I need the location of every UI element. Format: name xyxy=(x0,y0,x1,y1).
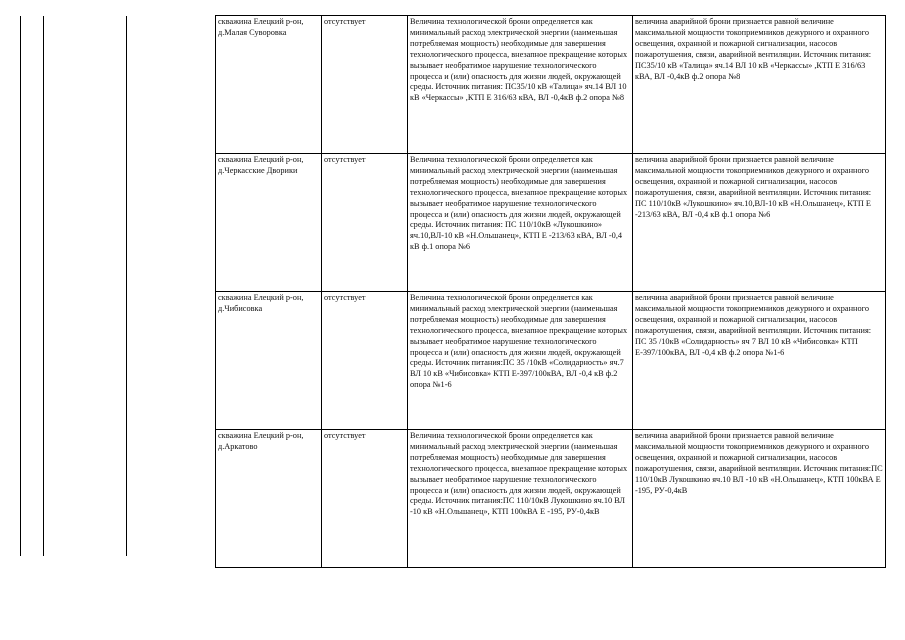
left-border-line-1 xyxy=(20,16,21,556)
status-cell: отсутствует xyxy=(322,154,408,292)
tech-reserve-cell: Величина технологической брони определяется как минимальный расход электрической энергии (наименьшая потребляемая мощность) необходимые для завершения технологического процесса, внезапное прекращение которых вызывает необратимое нарушение технологического процесса и (или) опасность для жизни людей, окружающей среды. Источник питания: ПС35/10 кВ «Талица» яч.14 ВЛ 10 кВ «Черкассы» ,КТП Е 316/63 кВА, ВЛ -0,4кВ ф.2 опора №8 xyxy=(408,16,633,154)
left-border-line-3 xyxy=(126,16,127,556)
tech-reserve-cell: Величина технологической брони определяется как минимальный расход электрической энергии (наименьшая потребляемая мощность) необходимые для завершения технологического процесса, внезапное прекращение которых вызывает необратимое нарушение технологического процесса и (или) опасность для жизни людей, окружающей среды. Источник питания:ПС 110/10кВ Лукошкино яч.10 ВЛ -10 кВ «Н.Ольшанец», КТП 100кВА Е -195, РУ-0,4кВ xyxy=(408,430,633,568)
status-cell: отсутствует xyxy=(322,16,408,154)
table-row xyxy=(216,16,886,154)
table-row xyxy=(216,292,886,430)
emergency-reserve-cell: величина аварийной брони признается равной величине максимальной мощности токоприемников дежурного и охранного освещения, охранной и пожарной сигнализации, насосов пожаротушения, связи, аварийной вентиляции. Источник питания: ПС 35 /10кВ «Солидарность» яч 7 ВЛ 10 кВ «Чибисовка» КТП Е-397/100кВА, ВЛ -0,4 кВ ф.2 опора №1-6 xyxy=(633,292,886,430)
status-cell: отсутствует xyxy=(322,430,408,568)
table-row xyxy=(216,154,886,292)
tech-reserve-cell: Величина технологической брони определяется как минимальный расход электрической энергии (наименьшая потребляемая мощность) необходимые для завершения технологического процесса, внезапное прекращение которых вызывает необратимое нарушение технологического процесса и (или) опасность для жизни людей, окружающей среды. Источник питания: ПС 110/10кВ «Лукошкино» яч.10,ВЛ-10 кВ «Н.Ольшанец», КТП Е -213/63 кВА, ВЛ -0,4 кВ ф.1 опора №6 xyxy=(408,154,633,292)
reserve-table xyxy=(215,15,886,568)
emergency-reserve-cell: величина аварийной брони признается равной величине максимальной мощности токоприемников дежурного и охранного освещения, охранной и пожарной сигнализации, насосов пожаротушения, связи, аварийной вентиляции. Источник питания:ПС 110/10кВ Лукошкино яч.10 ВЛ -10 кВ «Н.Ольшанец», КТП 100кВА Е -195, РУ-0,4кВ xyxy=(633,430,886,568)
emergency-reserve-cell: величина аварийной брони признается равной величине максимальной мощности токоприемников дежурного и охранного освещения, охранной и пожарной сигнализации, насосов пожаротушения, связи, аварийной вентиляции. Источник питания: ПС35/10 кВ «Талица» яч.14 ВЛ 10 кВ «Черкассы» ,КТП Е 316/63 кВА, ВЛ -0,4кВ ф.2 опора №8 xyxy=(633,16,886,154)
object-cell: скважина Елецкий р-он, д.Малая Суворовка xyxy=(216,16,322,154)
emergency-reserve-cell: величина аварийной брони признается равной величине максимальной мощности токоприемников дежурного и охранного освещения, охранной и пожарной сигнализации, насосов пожаротушения, связи, аварийной вентиляции. Источник питания: ПС 110/10кВ «Лукошкино» яч.10,ВЛ-10 кВ «Н.Ольшанец», КТП Е -213/63 кВА, ВЛ -0,4 кВ ф.1 опора №6 xyxy=(633,154,886,292)
left-border-line-2 xyxy=(43,16,44,556)
object-cell: скважина Елецкий р-он, д.Чибисовка xyxy=(216,292,322,430)
status-cell: отсутствует xyxy=(322,292,408,430)
tech-reserve-cell: Величина технологической брони определяется как минимальный расход электрической энергии (наименьшая потребляемая мощность) необходимые для завершения технологического процесса, внезапное прекращение которых вызывает необратимое нарушение технологического процесса и (или) опасность для жизни людей, окружающей среды. Источник питания:ПС 35 /10кВ «Солидарность» яч.7 ВЛ 10 кВ «Чибисовка» КТП Е-397/100кВА, ВЛ -0,4 кВ ф.2 опора №1-6 xyxy=(408,292,633,430)
object-cell: скважина Елецкий р-он, д.Аркатово xyxy=(216,430,322,568)
table-row xyxy=(216,430,886,568)
object-cell: скважина Елецкий р-он, д.Черкасские Дворики xyxy=(216,154,322,292)
